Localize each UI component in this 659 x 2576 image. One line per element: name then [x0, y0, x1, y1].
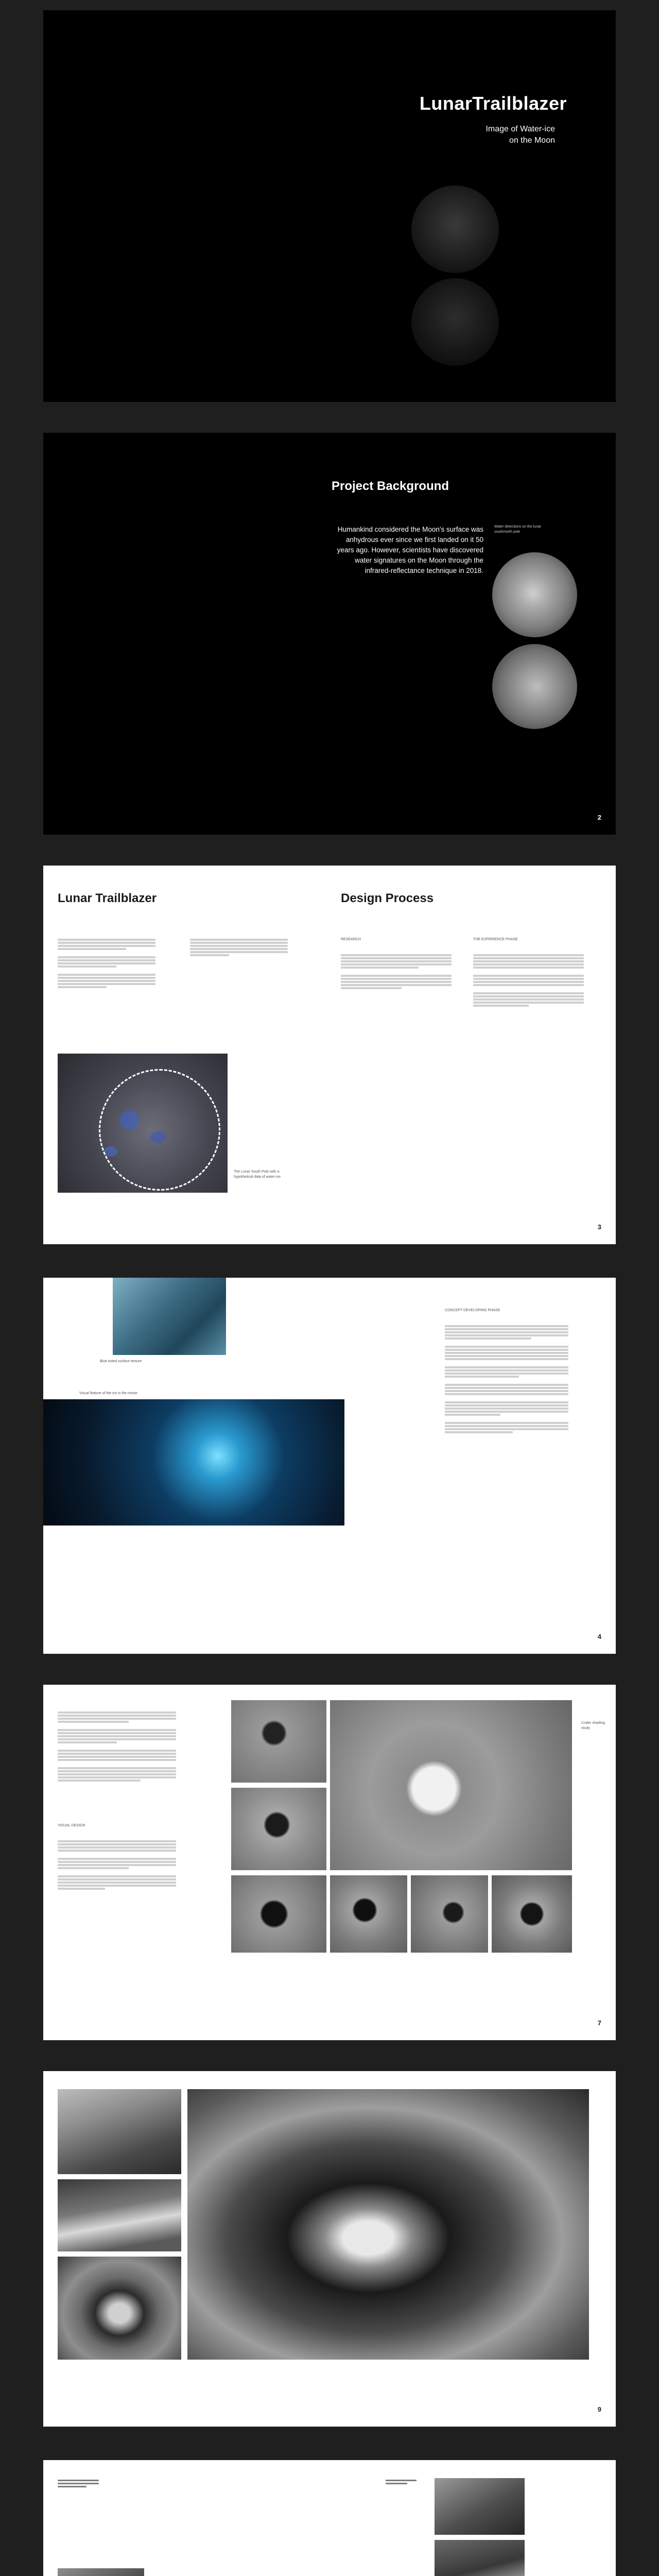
page4-text: [445, 1324, 568, 1434]
page2-paragraph: Humankind considered the Moon's surface was anhydrous ever since we first landed on it 50 years ago. However, scientists have discovered water signatures on the Moon through the infrared-reflectance technique in 2018.: [337, 526, 483, 574]
moon-image-bottom: [411, 278, 499, 366]
crater-image-small: [231, 1700, 326, 1783]
page-number: 2: [597, 814, 601, 821]
page3-experience-text: [473, 953, 584, 1008]
moon-surface-image-1: [58, 2568, 144, 2576]
page3-left-heading: Lunar Trailblazer: [58, 891, 157, 905]
visual-design-page: [43, 1685, 616, 2040]
page2-caption: Water detections on the lunar south/north pole: [494, 525, 542, 534]
movie-ice-scene-image: [43, 1399, 344, 1526]
concept-page: [43, 1278, 616, 1654]
crater-image-small: [411, 1875, 488, 1953]
page4-caption-2: Visual feature of the ice in the movie: [79, 1392, 137, 1395]
page-number: 3: [597, 1223, 601, 1231]
design-process-page: [43, 866, 616, 1244]
page-number: 9: [597, 2405, 601, 2413]
crater-render-bottom: [58, 2257, 181, 2360]
crater-render-large: [187, 2089, 589, 2360]
page4-caption-1: Blue tinted surface texture: [100, 1360, 142, 1363]
page3-left-text: [58, 938, 155, 989]
page5-text-bottom: [58, 1839, 176, 1891]
cover-title: LunarTrailblazer: [419, 93, 567, 114]
blue-surface-texture-image: [113, 1278, 226, 1355]
rock-texture-image-1: [435, 2478, 525, 2535]
crater-image-small: [231, 1875, 326, 1953]
page5-side-note: Crater shading study: [581, 1721, 605, 1730]
page3-mid-text: [190, 938, 288, 957]
page4-section-label: CONCEPT DEVELOPING PHASE: [445, 1309, 500, 1312]
south-pole-water-ice-image: [58, 1054, 228, 1193]
page7-note-left: [58, 2478, 99, 2489]
crater-render-top: [58, 2089, 181, 2174]
crater-image-small: [330, 1875, 407, 1953]
page3-image-caption: The Lunar South Pole with a hypothetical data of water-ice: [234, 1170, 281, 1179]
materials-page: [43, 2460, 616, 2576]
cover-page: [43, 10, 616, 402]
moon-south-pole-image: [492, 552, 577, 637]
crater-image-small: [231, 1788, 326, 1870]
crater-render-middle: [58, 2179, 181, 2251]
page-number: 7: [597, 2019, 601, 2027]
page3-research-text: [341, 953, 452, 990]
page5-section-label: VISUAL DESIGN: [58, 1824, 85, 1827]
page-number: 4: [597, 1633, 601, 1640]
crater-image-large: [330, 1700, 572, 1870]
rock-texture-image-2: [435, 2540, 525, 2576]
cover-subtitle: Image of Water-ice on the Moon: [485, 125, 555, 145]
page3-right-heading: Design Process: [341, 891, 434, 905]
crater-image-small: [492, 1875, 572, 1953]
page2-heading: Project Background: [332, 479, 449, 493]
page7-note-right: [386, 2478, 417, 2486]
dashed-circle: [99, 1069, 220, 1191]
moon-image-top: [411, 185, 499, 273]
project-background-page: [43, 433, 616, 835]
page3-col-label-2: THE EXPERIENCE PHASE: [473, 938, 518, 941]
page5-text-top: [58, 1710, 176, 1783]
crater-renders-page: [43, 2071, 616, 2427]
moon-north-pole-image: [492, 644, 577, 729]
page3-col-label-1: RESEARCH: [341, 938, 361, 941]
